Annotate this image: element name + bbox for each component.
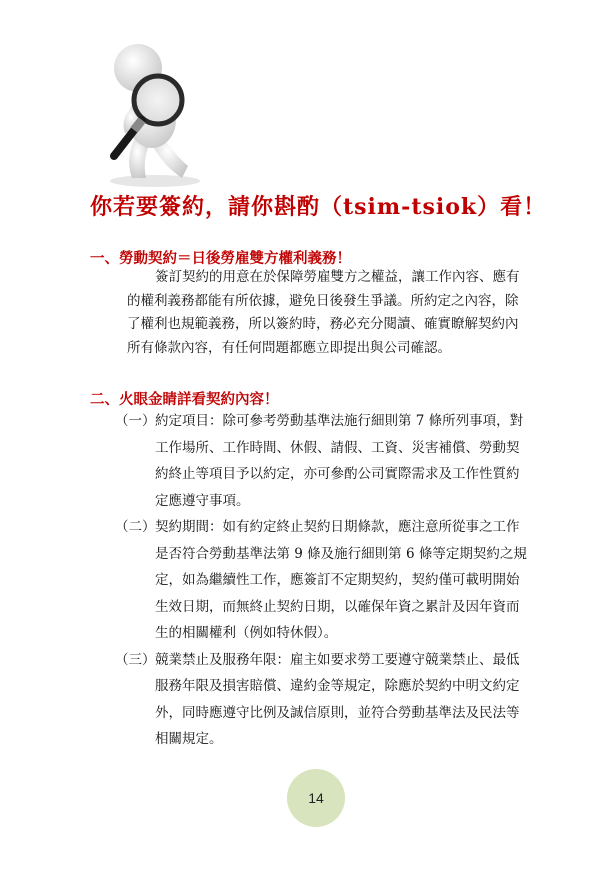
page-title: 你若要簽約，請你斟酌（tsim-tsiok）看！ — [90, 194, 547, 220]
magnifier-figure-illustration — [80, 38, 220, 188]
item-number: （三） — [115, 651, 156, 668]
section-2-list — [115, 408, 585, 753]
item-line: 是否符合勞動基準法第 9 條及施行細則第 6 條等定期契約之規 — [155, 545, 527, 562]
item-number: （二） — [115, 519, 156, 535]
page-number-badge — [287, 769, 345, 827]
item-line: 工作場所、工作時間、休假、請假、工資、災害補償、勞動契 — [155, 439, 520, 456]
item-line: 契約期間：如有約定終止契約日期條款，應注意所從事之工作 — [155, 519, 520, 535]
section-1-paragraph — [127, 266, 567, 360]
list-item — [115, 514, 585, 647]
item-number: （一） — [115, 413, 156, 429]
item-line: 約終止等項目予以約定，亦可參酌公司實際需求及工作性質約 — [155, 466, 520, 482]
item-line: 服務年限及損害賠償、違約金等規定，除應於契約中明文約定 — [155, 678, 520, 694]
section-1-heading: 一、勞動契約＝日後勞雇雙方權利義務！ — [90, 250, 351, 267]
item-line: 定，如為繼續性工作，應簽訂不定期契約，契約僅可載明開始 — [155, 572, 520, 588]
item-line: 競業禁止及服務年限：雇主如要求勞工要遵守競業禁止、最低 — [155, 651, 520, 668]
paragraph-line: 了權利也規範義務，所以簽約時，務必充分閱讀、確實瞭解契約內 — [127, 316, 519, 332]
item-line: 約定項目：除可參考勞動基準法施行細則第 7 條所列事項，對 — [155, 413, 524, 429]
paragraph-line: 簽訂契約的用意在於保障勞雇雙方之權益，讓工作內容、應有 — [155, 269, 520, 285]
item-line: 外，同時應遵守比例及誠信原則，並符合勞動基準法及民法等 — [155, 704, 520, 721]
section-2-heading: 二、火眼金睛詳看契約內容！ — [90, 391, 279, 408]
item-line: 生效日期，而無終止契約日期，以確保年資之累計及因年資而 — [155, 598, 520, 615]
list-item — [115, 647, 585, 753]
item-line: 生的相關權利（例如特休假）。 — [155, 625, 338, 641]
paragraph-line: 的權利義務都能有所依據，避免日後發生爭議。所約定之內容，除 — [127, 292, 519, 309]
item-line: 相關規定。 — [155, 731, 223, 747]
item-line: 定應遵守事項。 — [155, 492, 250, 509]
paragraph-line: 所有條款內容，有任何問題都應立即提出與公司確認。 — [127, 339, 451, 356]
page-number: 14 — [308, 790, 324, 806]
list-item — [115, 408, 585, 514]
